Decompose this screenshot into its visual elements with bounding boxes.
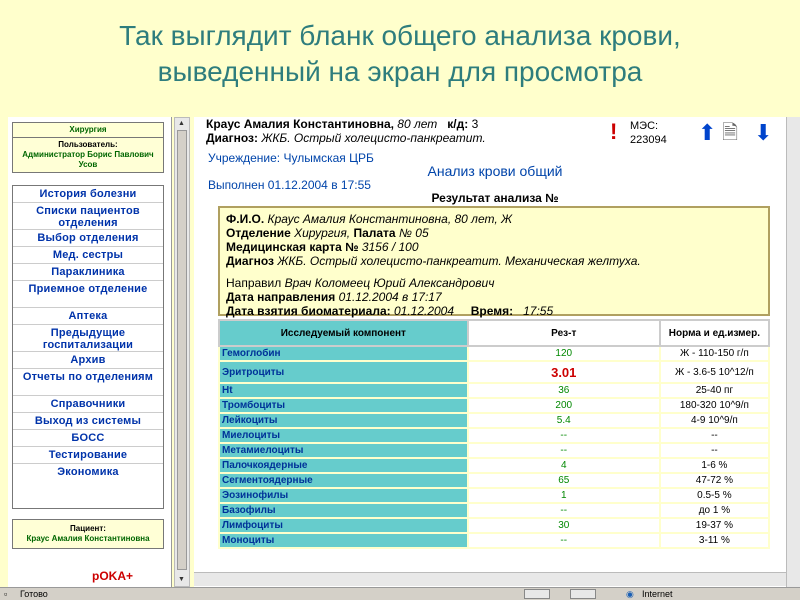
blood-test-report [208,151,782,585]
table-row [219,503,769,518]
patient-value: Краус Амалия Константиновна [26,534,150,543]
status-zone: Internet [642,589,673,599]
table-row [219,361,769,383]
slide-title-line-1: Так выглядит бланк общего анализа крови, [119,20,681,51]
nav-item-history[interactable]: История болезни [13,186,163,203]
col-norm: Норма и ед.измер. [660,320,769,346]
norm-value: 25-40 пг [660,383,769,398]
component-name: Эозинофилы [219,488,468,503]
result-value: 36 [468,383,660,398]
patient-label: Пациент: [70,524,106,533]
nav-item-previous-hospitalizations[interactable]: Предыдущие госпитализации [13,325,163,352]
nav-item-boss[interactable]: БОСС [13,430,163,447]
nav-item-select-department[interactable]: Выбор отделения [13,230,163,247]
card-label: Медицинская карта № [226,240,359,254]
result-value: 5.4 [468,413,660,428]
ward-label: Палата [353,226,396,240]
result-value: -- [468,428,660,443]
sidebar [8,117,172,587]
sent-date-value: 01.12.2004 в 17:17 [338,290,442,304]
result-value: 1 [468,488,660,503]
table-row [219,413,769,428]
main-content [194,117,786,587]
component-name: Тромбоциты [219,398,468,413]
norm-value: 19-37 % [660,518,769,533]
dept-value: Хирургия, [294,226,351,240]
user-box [12,137,164,173]
institution: Учреждение: Чулымская ЦРБ [208,151,374,165]
norm-value: до 1 % [660,503,769,518]
alert-icon[interactable]: ! [610,119,618,144]
nav-item-exit[interactable]: Выход из системы [13,413,163,430]
component-name: Базофилы [219,503,468,518]
norm-value: 1-6 % [660,458,769,473]
mes-info [630,119,667,147]
nav-item-admission[interactable]: Приемное отделение [13,281,163,308]
component-name: Ht [219,383,468,398]
diagnosis-value: ЖКБ. Острый холецисто-панкреатит. Механическая желтуха. [277,254,641,268]
status-bar [0,587,800,600]
logo-text: pOKA+ [92,569,134,583]
main-scrollbar[interactable] [786,117,800,587]
table-row [219,473,769,488]
patient-details-box [218,206,770,316]
arrow-up-icon[interactable]: ⬆ [698,120,717,145]
nav-item-testing[interactable]: Тестирование [13,447,163,464]
time-label: Время: [470,304,514,318]
nav-item-nurses[interactable]: Мед. сестры [13,247,163,264]
component-name: Сегментоядерные [219,473,468,488]
norm-value: 0.5-5 % [660,488,769,503]
record-nav-icons [698,119,782,147]
mes-value: 223094 [630,134,667,146]
ward-value: № 05 [398,226,429,240]
header-patient-name: Краус Амалия Константиновна, [206,117,394,131]
status-segment-1 [524,589,550,599]
fio-label: Ф.И.О. [226,212,265,226]
sidebar-scrollbar[interactable] [174,117,190,587]
nav-menu [12,185,164,509]
result-value: 120 [468,346,660,361]
performed-date: Выполнен 01.12.2004 в 17:55 [208,178,371,192]
nav-item-paraclinic[interactable]: Параклиника [13,264,163,281]
page-icon: ▫ [4,589,8,599]
header-kd-label: к/д: [447,117,469,131]
norm-value: 4-9 10^9/п [660,413,769,428]
status-segment-2 [570,589,596,599]
sent-value: Врач Коломеец Юрий Александрович [284,276,495,290]
norm-value: -- [660,443,769,458]
card-value: 3156 / 100 [361,240,419,254]
result-value: 3.01 [468,361,660,383]
table-row [219,458,769,473]
sidebar-scroll-thumb[interactable] [177,130,187,570]
nav-item-department-reports[interactable]: Отчеты по отделениям [13,369,163,396]
mes-label: МЭС: [630,120,659,132]
header-diag-label: Диагноз: [206,131,258,145]
norm-value: 180-320 10^9/п [660,398,769,413]
norm-value: 3-11 % [660,533,769,548]
arrow-down-icon[interactable]: ⬇ [754,120,773,145]
sent-date-label: Дата направления [226,290,336,304]
table-row [219,533,769,548]
table-row [219,518,769,533]
scroll-up-arrow-icon[interactable]: ▲ [178,120,185,127]
norm-value: Ж - 110-150 г/п [660,346,769,361]
nav-item-patient-lists[interactable]: Списки пациентов отделения [13,203,163,230]
result-value: -- [468,533,660,548]
department-name: Хирургия [69,125,107,134]
sent-label: Направил [226,276,282,290]
component-name: Гемоглобин [219,346,468,361]
col-result: Рез-т [468,320,660,346]
nav-item-archive[interactable]: Архив [13,352,163,369]
globe-icon: ◉ [626,589,634,599]
result-value: -- [468,443,660,458]
dept-label: Отделение [226,226,291,240]
slide-title [0,18,800,90]
fio-value: Краус Амалия Константиновна, 80 лет, Ж [267,212,513,226]
header-age: 80 лет [397,117,438,131]
component-name: Эритроциты [219,361,468,383]
result-value: 65 [468,473,660,488]
norm-value: Ж - 3.6-5 10^12/п [660,361,769,383]
patient-box [12,519,164,549]
norm-value: 47-72 % [660,473,769,488]
scroll-down-arrow-icon[interactable]: ▼ [178,576,185,583]
table-row [219,398,769,413]
table-row [219,383,769,398]
table-row [219,428,769,443]
header-diag-value: ЖКБ. Острый холецисто-панкреатит. [261,131,486,145]
component-name: Лейкоциты [219,413,468,428]
table-row [219,346,769,361]
result-value: -- [468,503,660,518]
nav-item-directories[interactable]: Справочники [13,396,163,413]
nav-item-economics[interactable]: Экономика [57,466,119,478]
table-row [219,443,769,458]
result-value: 200 [468,398,660,413]
component-name: Лимфоциты [219,518,468,533]
sample-date-label: Дата взятия биоматериала: [226,304,391,318]
documents-icon[interactable]: 🗎 [722,122,739,144]
sample-date-value: 01.12.2004 [393,304,455,318]
col-component: Исследуемый компонент [219,320,468,346]
diagnosis-label: Диагноз [226,254,274,268]
results-table [218,319,770,549]
report-title: Анализ крови общий [427,163,563,179]
nav-item-pharmacy[interactable]: Аптека [13,308,163,325]
department-box [12,122,164,138]
user-label: Пользователь: [58,140,118,149]
slide-title-line-2: выведенный на экран для просмотра [157,56,643,87]
table-row [219,488,769,503]
patient-header [206,117,616,145]
result-value: 4 [468,458,660,473]
norm-value: -- [660,428,769,443]
results-header-row [219,320,769,346]
horizontal-scrollbar[interactable] [194,572,786,586]
component-name: Метамиелоциты [219,443,468,458]
user-value: Администратор Борис Павлович Усов [22,150,154,169]
component-name: Моноциты [219,533,468,548]
header-kd-value: 3 [471,117,479,131]
component-name: Миелоциты [219,428,468,443]
result-heading: Результат анализа № [431,191,559,205]
status-text: Готово [20,589,48,599]
result-value: 30 [468,518,660,533]
component-name: Палочкоядерные [219,458,468,473]
time-value: 17:55 [523,304,554,318]
